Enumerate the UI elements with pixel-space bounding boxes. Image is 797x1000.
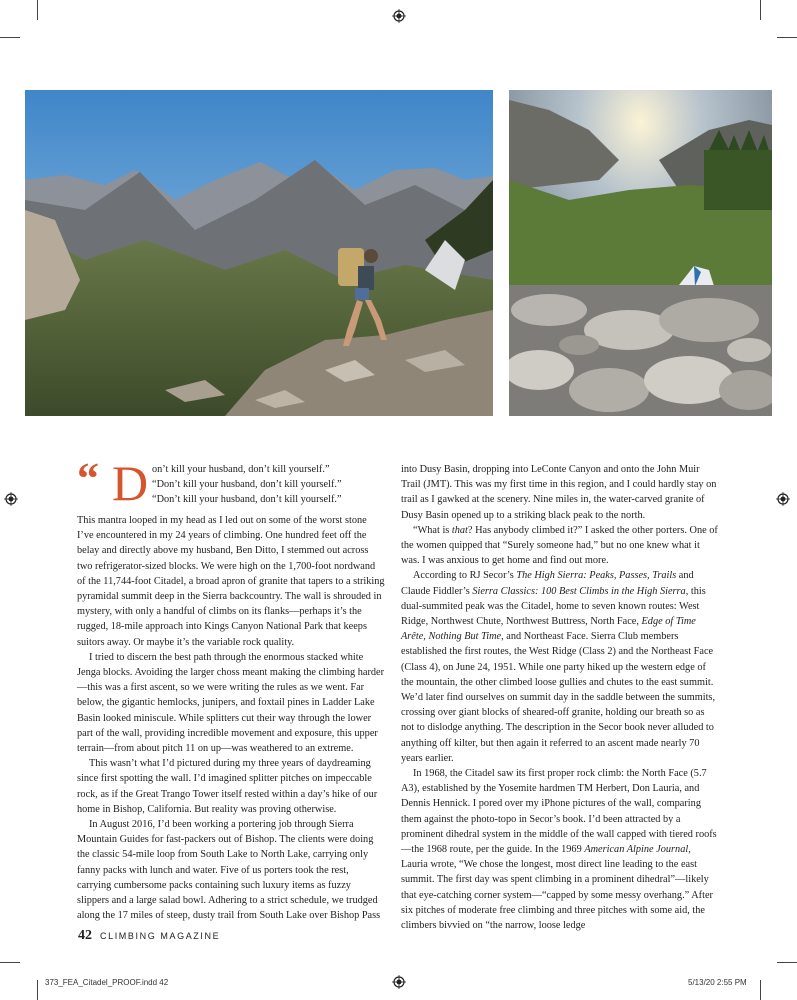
body-paragraph: I tried to discern the best path through the enormous stacked white Jenga blocks. Avoiding the larger choss meant making the climbing harder—this was a first ascent, so we were writing the rules as we went. Far below, the gigantic hemlocks, junipers, and foxtail pines in Ladder Lake Basin looked miniscule. While splitters cut their way through the lower part of the wall, providing incredible movement and exposure, this upper terrain—from about pitch 11 on up—was weathered to an extreme. [77, 651, 385, 755]
article-left-column [77, 454, 385, 923]
opening-lines [152, 462, 342, 508]
body-paragraph: In August 2016, I’d been working a portering job through Sierra Mountain Guides for fast-packers out of Bishop. The clients were doing the classic 54-mile loop from South Lake to North Lake, carrying only fanny packs with lunch and water. Five of us porters took the rest, carrying cumbersome packs containing such luxury items as fuzzy slippers and a large salad bowl. Adhering to a strict schedule, we trudged along the 17 miles of steep, dusty trail from South Lake over Bishop Pass [77, 819, 381, 922]
registration-mark-right-icon [776, 492, 790, 506]
opening-line: “Don’t kill your husband, don’t kill yourself.” [152, 479, 342, 491]
magazine-name: CLIMBING MAGAZINE [100, 931, 221, 941]
opening-line: “Don’t kill your husband, don’t kill yourself.” [152, 494, 342, 506]
registration-mark-left-icon [4, 492, 18, 506]
hiker-mountain-photo [25, 90, 493, 416]
body-paragraph: into Dusy Basin, dropping into LeConte Canyon and onto the John Muir Trail (JMT). This was my first time in this region, and I could hardly stay on trail as I gawked at the scenery. Nine miles in, the water-carved granite of Dusy Basin opened up to a striking black peak to the north. [401, 464, 717, 521]
registration-mark-bottom-icon [392, 975, 406, 989]
slug-filename: 373_FEA_Citadel_PROOF.indd 42 [45, 978, 169, 987]
page-number: 42 [78, 928, 92, 943]
opening-line: on’t kill your husband, don’t kill yourself.” [152, 464, 330, 475]
article-right-column [401, 462, 719, 933]
opening-quote-mark: “ [77, 454, 99, 503]
crop-mark-top-left [37, 0, 38, 20]
crop-mark-bottom-left-h [0, 962, 20, 963]
body-paragraph: This mantra looped in my head as I led out on some of the worst stone I’ve encountered in my 24 years of climbing. One hundred feet off the belay and directly above my husband, Ben Ditto, I stemmed out across two refrigerator-sized blocks. We were high on the 1,700-foot nordwand of the 11,744-foot Citadel, a broad apron of granite that tapers to a striking pyramidal summit deep in the Sierra backcountry. The wall is shrouded in mystery, with only a handful of climbs on its flanks—perhaps it’s the rugged, 18-mile approach into Kings Canyon National Park that keeps suitors away. Or maybe it’s the variable rock quality. [77, 515, 385, 648]
crop-mark-bottom-right-h [777, 962, 797, 963]
body-paragraph: According to RJ Secor’s The High Sierra: Peaks, Passes, Trails and Claude Fiddler’s Sierra Classics: 100 Best Climbs in the High Sierra, this dual-summited peak was the Citadel, home to seven known routes: West Ridge, Northwest Chute, Northwest Buttress, North Face, Edge of Time Arête, Nothing But Time, and Northeast Face. Sierra Club members established the first routes, the West Ridge (Class 2) and the Northeast Face (Class 4), on June 24, 1951. While one party hiked up the western edge of the mountain, the other climbed loose gullies and chutes to the east summit. We’d later find ourselves on summit day in the saddle between the summits, crossing over giant blocks of sheared-off granite, holding our breath so as not to dislodge anything. The description in the Secor book never alluded to anything off kilter, but then again it referred to an ascent made nearly 70 years earlier. [401, 570, 716, 764]
drop-cap: D [112, 455, 149, 511]
opening-dropcap-block [77, 454, 385, 511]
body-paragraph: This wasn’t what I’d pictured during my three years of daydreaming since first spotting the wall. I’d imagined splitter pitches on impeccable rock, as if the Great Trango Tower itself rested within a day’s hike of our home in Bishop, California. But reality was proving otherwise. [77, 758, 378, 815]
crop-mark-top-right-h [777, 37, 797, 38]
body-paragraph: “What is that? Has anybody climbed it?” I asked the other porters. One of the women quipped that “Surely someone had,” but no one knew what it was. I was anxious to get home and find out more. [401, 524, 718, 567]
crop-mark-top-left-h [0, 37, 20, 38]
registration-mark-top-icon [392, 9, 406, 23]
crop-mark-bottom-right [760, 980, 761, 1000]
slug-timestamp: 5/13/20 2:55 PM [688, 978, 747, 987]
crop-mark-top-right [760, 0, 761, 20]
tent-boulders-photo [509, 90, 772, 416]
body-paragraph: In 1968, the Citadel saw its first proper rock climb: the North Face (5.7 A3), established by the Yosemite hardmen TM Herbert, Don Lauria, and Dennis Hennick. I pored over my iPhone pictures of the wall, comparing them against the photo-topo in Secor’s book. I’d been attracted by a prominent dihedral system in the middle of the wall capped with tiered roofs—the 1968 route, per the guide. In the 1969 American Alpine Journal, Lauria wrote, “We chose the longest, most direct line leading to the east summit. The first day was spent climbing in a prominent dihedral”—likely that eye-catching corner system—“capped by some messy overhang.” After six pitches of moderate free climbing and three pitches with some aid, the climbers bivvied on “the narrow, loose ledge [401, 768, 717, 932]
crop-mark-bottom-left [37, 980, 38, 1000]
